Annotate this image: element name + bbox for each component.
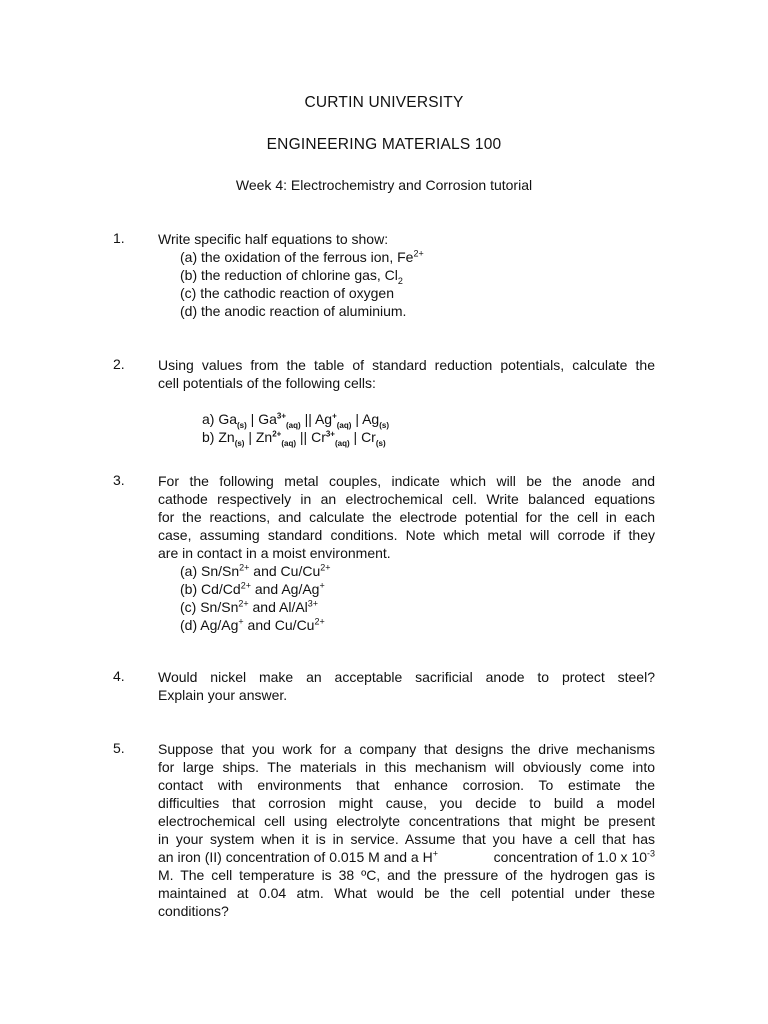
question-4-line-2: Explain your answer. [158,687,288,703]
question-3-part-a: (a) $Sn/Sn^{2+}$ and $Cu/Cu^{2+}$ [180,562,331,579]
question-3-line-4: case, assuming standard conditions. Note which metal will corrode if they [158,527,655,543]
course-title: ENGINEERING MATERIALS 100 [266,136,502,153]
question-1-part-a: (a) the oxidation of the ferrous ion, $Fe^{2+}$ [180,248,424,265]
question-3-line-3: for the reactions, and calculate the electrode potential for the cell in each [158,509,655,525]
question-4-line-1: Would nickel make an acceptable sacrificial anode to protect steel? [158,669,655,685]
question-5-line-4: difficulties that corrosion might cause, you decide to build a model [158,795,655,811]
question-1-intro: Write specific half equations to show: [158,231,389,247]
question-2-line-2: cell potentials of the following cells: [158,375,376,391]
question-2-line-1: Using values from the table of standard reduction potentials, calculate the [158,357,655,373]
question-3-number: 3. [113,472,125,488]
university-name: CURTIN UNIVERSITY [304,94,464,111]
question-3-part-d: (d) Ag/Ag+ and $Cu/Cu^{2+}$ [180,616,325,633]
question-1-number: 1. [113,230,125,246]
question-1 [158,230,655,320]
question-3-line-5: are in contact in a moist environment. [158,545,391,561]
question-2 [158,356,655,446]
question-1-part-c: (c) the cathodic reaction of oxygen [180,285,395,301]
question-5-line-1: Suppose that you work for a company that designs the drive mechanisms [158,741,655,757]
question-3-part-c: (c) $Sn/Sn^{2+}$ and $Al/Al^{3+}$ [180,598,319,615]
question-5-line-8: M. The cell temperature is 38 ºC, and the pressure of the hydrogen gas is [158,867,655,883]
question-1-part-d: (d) the anodic reaction of aluminium. [180,303,407,319]
cell-b: b) $Zn_{(s)}$ | $Zn^{2+}_{(aq)}$ || $Cr^{3+}_{(aq)}$ | $Cr_{(s)}$ [202,429,386,448]
question-5-line-7: an iron (II) concentration of 0.015 M and a H+ concentration of 1.0 x $10^{-3}$ [158,848,655,865]
question-3-line-1: For the following metal couples, indicate which will be the anode and [158,473,655,489]
question-5 [158,740,655,920]
question-5-line-10: conditions? [158,903,229,919]
question-5-number: 5. [113,740,125,756]
question-3-line-2: cathode respectively in an electrochemical cell. Write balanced equations [158,491,655,507]
question-1-part-b: (b) the reduction of chlorine gas, $Cl_2$ [180,267,403,286]
tutorial-title: Week 4: Electrochemistry and Corrosion tutorial [235,177,533,193]
question-5-line-5: electrochemical cell using electrolyte concentrations that might be present [158,813,655,829]
question-3-part-b: (b) $Cd/Cd^{2+}$ and Ag/Ag+ [180,580,325,597]
question-2-number: 2. [113,356,125,372]
question-4 [158,668,655,704]
question-3 [158,472,655,634]
question-4-number: 4. [113,668,125,684]
question-5-line-6: in your system when it is in service. Assume that you have a cell that has [158,831,655,847]
cell-a: a) $Ga_{(s)}$ | $Ga^{3+}_{(aq)}$ || $Ag^+_{(aq)}$ | $Ag_{(s)}$ [202,411,389,430]
question-5-line-3: contact with environments that enhance corrosion. To estimate the [158,777,655,793]
question-5-line-9: maintained at 0.04 atm. What would be the cell potential under these [158,885,655,901]
question-5-line-2: for large ships. The materials in this mechanism will obviously come into [158,759,655,775]
